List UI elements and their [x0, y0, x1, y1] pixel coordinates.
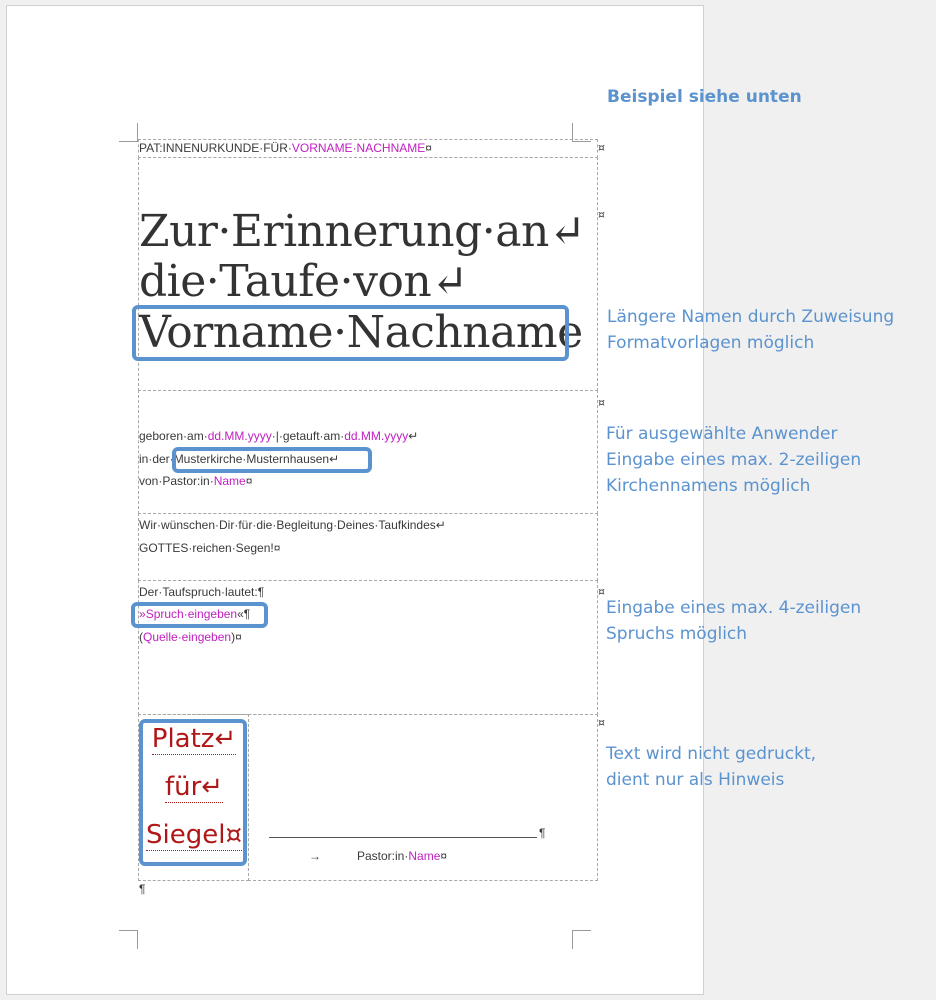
- seal-line-2: für↵: [164, 772, 224, 802]
- verse-field[interactable]: Spruch·eingeben: [145, 607, 238, 621]
- verse-open-quote: »: [139, 607, 146, 621]
- header-prefix: PAT:INNENURKUNDE·FÜR·: [139, 141, 292, 155]
- title-name-field[interactable]: Vorname·Nachname: [139, 307, 583, 358]
- document-header[interactable]: [139, 141, 432, 156]
- cell-end-marker: ¤: [598, 141, 605, 154]
- note-church-3: Kirchennamens möglich: [606, 476, 811, 496]
- verse-cell[interactable]: [138, 580, 598, 715]
- signature-line: [269, 837, 537, 838]
- cell-end-marker: ¤: [598, 585, 605, 598]
- seal-line-3: Siegel¤: [146, 820, 242, 850]
- verse-close-quote: «¶: [237, 607, 251, 621]
- born-label: geboren·am·: [139, 429, 208, 443]
- note-names-2: Formatvorlagen möglich: [607, 333, 815, 353]
- signature-label-line: [357, 849, 447, 864]
- document-end-pilcrow: ¶: [139, 882, 146, 896]
- church-label: in·der·: [139, 452, 174, 466]
- pastor-label: von·Pastor:in·: [139, 474, 214, 488]
- title-line-2: die·Taufe·von↵: [139, 256, 468, 307]
- header-end-mark: ¤: [425, 141, 432, 155]
- signature-pilcrow: ¶: [539, 826, 546, 840]
- birth-date-field[interactable]: dd.MM.yyyy: [207, 429, 272, 443]
- crop-mark-bottom-right: [572, 930, 591, 949]
- line-break-mark: ↵: [329, 452, 340, 466]
- baptized-label: ·|·getauft·am·: [271, 429, 345, 443]
- crop-mark-bottom-left: [119, 930, 138, 949]
- church-name-field[interactable]: Musterkirche·Musternhausen: [173, 452, 330, 466]
- blessing-line-1: Wir·wünschen·Dir·für·die·Begleitung·Deines·Taufkindes↵: [139, 518, 446, 532]
- pastor-name-field[interactable]: Name: [213, 474, 246, 488]
- note-hint-2: dient nur als Hinweis: [606, 770, 785, 790]
- crop-mark-top-left: [119, 123, 138, 142]
- cell-end-marker: ¤: [598, 396, 605, 409]
- note-church-2: Eingabe eines max. 2-zeiligen: [606, 450, 862, 470]
- signature-name-field[interactable]: Name: [408, 849, 441, 863]
- note-verse-1: Eingabe eines max. 4-zeiligen: [606, 598, 862, 618]
- source-field[interactable]: Quelle·eingeben: [143, 630, 232, 644]
- pastor-line: [139, 474, 252, 489]
- baptism-date-field[interactable]: dd.MM.yyyy: [344, 429, 409, 443]
- seal-line-1: Platz↵: [151, 724, 237, 754]
- church-field-highlight: [172, 447, 372, 473]
- cell-end-mark: ¤: [245, 474, 253, 488]
- source-open: (: [139, 630, 143, 644]
- document-page: [6, 5, 704, 995]
- name-field-highlight: [132, 305, 569, 361]
- verse-intro: Der·Taufspruch·lautet:¶: [139, 585, 265, 599]
- verse-field-highlight: [131, 602, 268, 628]
- cell-end-marker: ¤: [598, 208, 605, 221]
- line-break-mark: ↵: [408, 429, 419, 443]
- note-church-1: Für ausgewählte Anwender: [606, 424, 838, 444]
- cell-end-marker: ¤: [598, 716, 605, 729]
- source-close: )¤: [231, 630, 242, 644]
- title-line-1: Zur·Erinnerung·an↵: [139, 206, 586, 257]
- note-hint-1: Text wird nicht gedruckt,: [606, 744, 817, 764]
- signature-label: Pastor:in·: [357, 849, 409, 863]
- source-line: [139, 630, 242, 645]
- dates-line: [139, 429, 418, 444]
- blessing-line-2: GOTTES·reichen·Segen!¤: [139, 541, 281, 555]
- cell-end-mark: ¤: [440, 849, 448, 863]
- note-names-1: Längere Namen durch Zuweisung: [607, 307, 895, 327]
- tab-arrow: →: [309, 849, 321, 863]
- seal-highlight: [139, 719, 247, 866]
- note-example: Beispiel siehe unten: [607, 87, 802, 107]
- header-name-field[interactable]: VORNAME·NACHNAME: [291, 141, 426, 155]
- note-verse-2: Spruchs möglich: [606, 624, 748, 644]
